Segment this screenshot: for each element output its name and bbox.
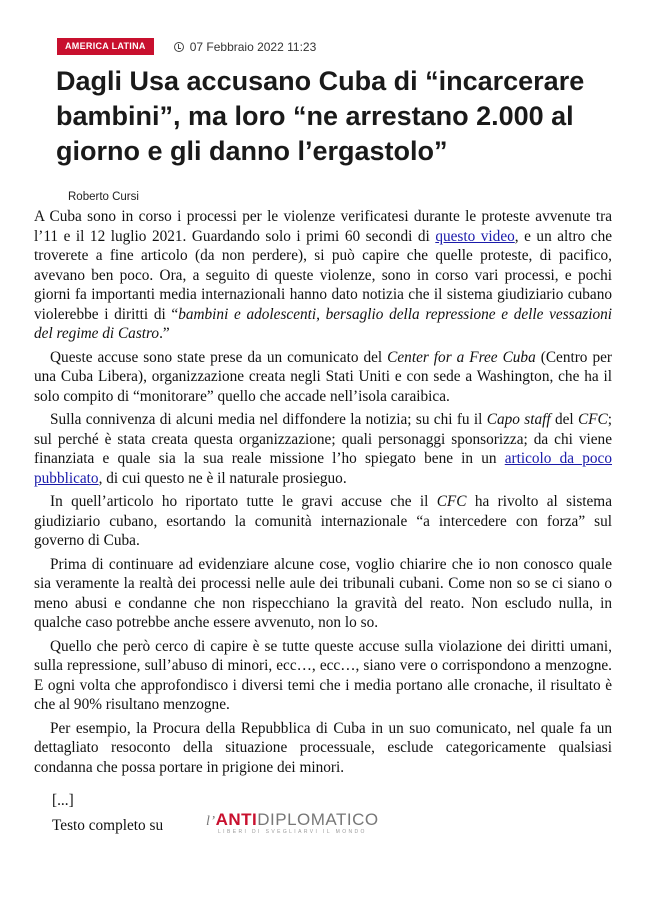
paragraph-3: Sulla connivenza di alcuni media nel diffondere la notizia; su chi fu il Capo staff del CFC; sul perché è stata creata questa organizzazione; quali personaggi sponsorizza; da chi viene finanziata e quale sia la sua reale missione l’ho spiegato bene in un articolo da poco pubblicato, di cui questo ne è il naturale prosieguo. <box>34 411 612 487</box>
quote-text: bambini e adolescenti, bersaglio della repressione e delle vessazioni del regime di Castro <box>34 305 612 342</box>
article-body <box>34 207 612 781</box>
category-badge[interactable]: AMERICA LATINA <box>57 38 154 55</box>
video-link[interactable]: questo video <box>435 227 515 245</box>
paragraph-2: Queste accuse sono state prese da un comunicato del Center for a Free Cuba (Centro per una Cuba Libera), organizzazione creata negli Stati Uniti e con sede a Washington, che ha il solo compito di “monitorare” quello che accade nell’isola caraibica. <box>34 348 612 405</box>
ellipsis-marker: [...] <box>52 792 74 809</box>
clock-icon <box>174 42 184 52</box>
headline: Dagli Usa accusano Cuba di “incarcerare bambini”, ma loro “ne arrestano 2.000 al giorno e gli danno l’ergastolo” <box>56 66 585 166</box>
logo-tagline: LIBERI DI SVEGLIARVI IL MONDO <box>218 829 367 835</box>
paragraph-5: Prima di continuare ad evidenziare alcune cose, voglio chiarire che io non conosco quale sia veramente la realtà dei processi nelle aule dei tribunali cubani. Come non so se ci siano o meno abusi e condanne che non rispecchiano la gravità del reato. Non escludo nulla, in qualche caso potrebbe anche essere avvenuto, non lo so. <box>34 555 612 631</box>
paragraph-4: In quell’articolo ho riportato tutte le gravi accuse che il CFC ha rivolto al sistema giudiziario cubano, esortando la comunità internazionale “a intercedere con forza” sul governo di Cuba. <box>34 493 613 549</box>
article-meta <box>57 38 316 55</box>
previous-article-link[interactable]: articolo da poco pubblicato <box>34 450 612 487</box>
publish-date: 07 Febbraio 2022 11:23 <box>189 39 317 54</box>
fulltext-label: Testo completo su <box>52 817 164 834</box>
antidiplomatico-logo[interactable]: l’ANTIDIPLOMATICO LIBERI DI SVEGLIARVI IL MONDO <box>206 810 379 835</box>
paragraph-1: A Cuba sono in corso i processi per le violenze verificatesi durante le proteste avvenute tra l’11 e il 12 luglio 2021. Guardando solo i primi 60 secondi di questo video, e un altro che troverete a fine articolo (da non perdere), si può capire che quelle proteste, di pacifico, avevano ben poco. Ora, a seguito di queste violenze, sono in corso vari processi, e pochi giorni fa importanti media internazionali hanno dato notizia che il sistema giudiziario cubano violerebbe i diritti di “bambini e adolescenti, bersaglio della repressione e delle vessazioni del regime di Castro.” <box>34 208 613 342</box>
author-name[interactable]: Roberto Cursi <box>68 191 139 203</box>
paragraph-7: Per esempio, la Procura della Repubblica di Cuba in un suo comunicato, nel quale fa un dettagliato resoconto della situazione processuale, esclude categoricamente qualsiasi condanna che possa portare in prigione dei minori. <box>34 719 612 776</box>
paragraph-6: Quello che però cerco di capire è se tutte queste accuse sulla violazione dei diritti umani, sulla repressione, sull’abuso di minori, ecc…, ecc…, siano vere o corrispondono a menzogne. E ogni volta che approfondisco i diversi temi che i media portano alle cronache, il risultato è che al 90% risultano menzogne. <box>34 637 612 713</box>
